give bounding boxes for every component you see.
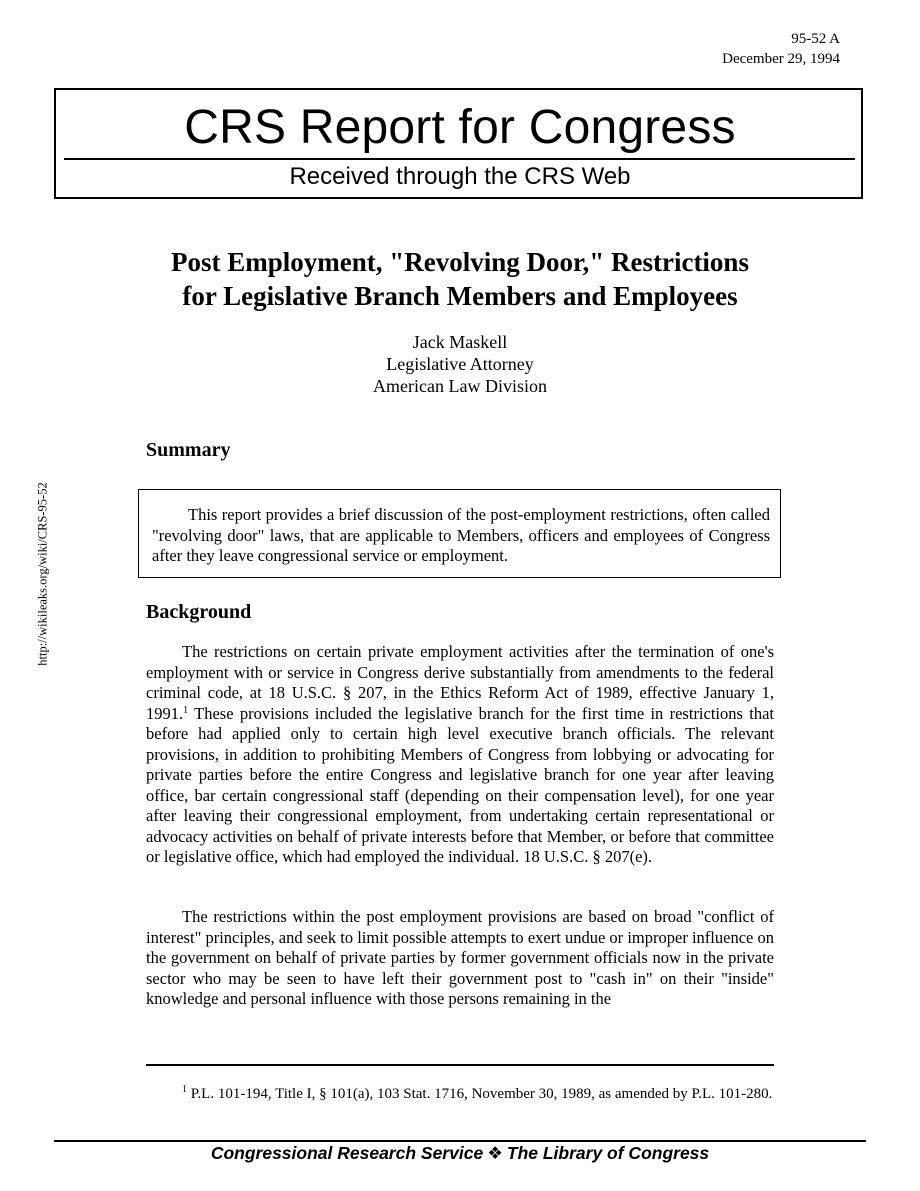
summary-heading: Summary	[146, 439, 231, 461]
footer-right-text: The Library of Congress	[506, 1143, 710, 1163]
document-title-line-2: for Legislative Branch Members and Employees	[182, 281, 738, 311]
footnote-divider	[146, 1064, 774, 1066]
background-paragraph-1-part-1: The restrictions on certain private employment activities after the termination of one's employment with or service in Congress derive substantially from amendments to the federal criminal code, at 18 U.S.C. § 207, in the Ethics Reform Act of 1989, effective January 1, 1991.	[146, 642, 774, 723]
background-paragraph-1-part-2: These provisions included the legislative branch for the first time in restrictions that before had applied only to certain high level executive branch officials. The relevant provisions, in addition to prohibiting Members of Congress from lobbying or advocating for private parties before the entire Congress and legislative branch for one year after leaving office, bar certain congressional staff (depending on their compensation level), for one year after leaving their congressional employment, from undertaking certain representational or advocacy activities on behalf of private interests before that Member, or before that committee or legislative office, which had employed the individual. 18 U.S.C. § 207(e).	[146, 703, 774, 866]
background-paragraph-1	[146, 642, 774, 868]
footnote-reference[interactable]: 1	[183, 704, 189, 716]
footer	[0, 1142, 920, 1164]
author-title: Legislative Attorney	[386, 354, 534, 374]
summary-text: This report provides a brief discussion of the post-employment restrictions, often called "revolving door" laws, that are applicable to Members, officers and employees of Congress after they leave congressional service or employment.	[152, 505, 770, 565]
summary-box	[138, 489, 781, 578]
header-divider	[64, 158, 855, 160]
side-url-watermark: http://wikileaks.org/wiki/CRS-95-52	[35, 482, 50, 666]
document-title	[100, 245, 820, 313]
footer-left-text: Congressional Research Service	[210, 1143, 484, 1163]
author-division: American Law Division	[373, 376, 547, 396]
footnote-marker: 1	[182, 1084, 187, 1095]
report-number: 95-52 A	[791, 31, 840, 47]
document-title-line-1: Post Employment, "Revolving Door," Restrictions	[171, 247, 749, 277]
report-header-subtitle: Received through the CRS Web	[289, 163, 631, 190]
background-paragraph-2: The restrictions within the post employment provisions are based on broad "conflict of interest" principles, and seek to limit possible attempts to exert undue or improper influence on the government on behalf of private parties by former government officials now in the private sector who may be seen to have left their government post to "cash in" on their "inside" knowledge and personal influence with those persons remaining in the	[146, 907, 774, 1008]
footnote	[146, 1085, 774, 1104]
report-date: December 29, 1994	[722, 51, 840, 67]
author-name: Jack Maskell	[412, 332, 508, 352]
diamond-separator-icon: ❖	[487, 1143, 503, 1163]
report-header-title: CRS Report for Congress	[184, 101, 736, 154]
footnote-text: P.L. 101-194, Title I, § 101(a), 103 Stat. 1716, November 30, 1989, as amended by P.L. 101-280.	[187, 1086, 773, 1102]
background-heading: Background	[146, 601, 252, 623]
